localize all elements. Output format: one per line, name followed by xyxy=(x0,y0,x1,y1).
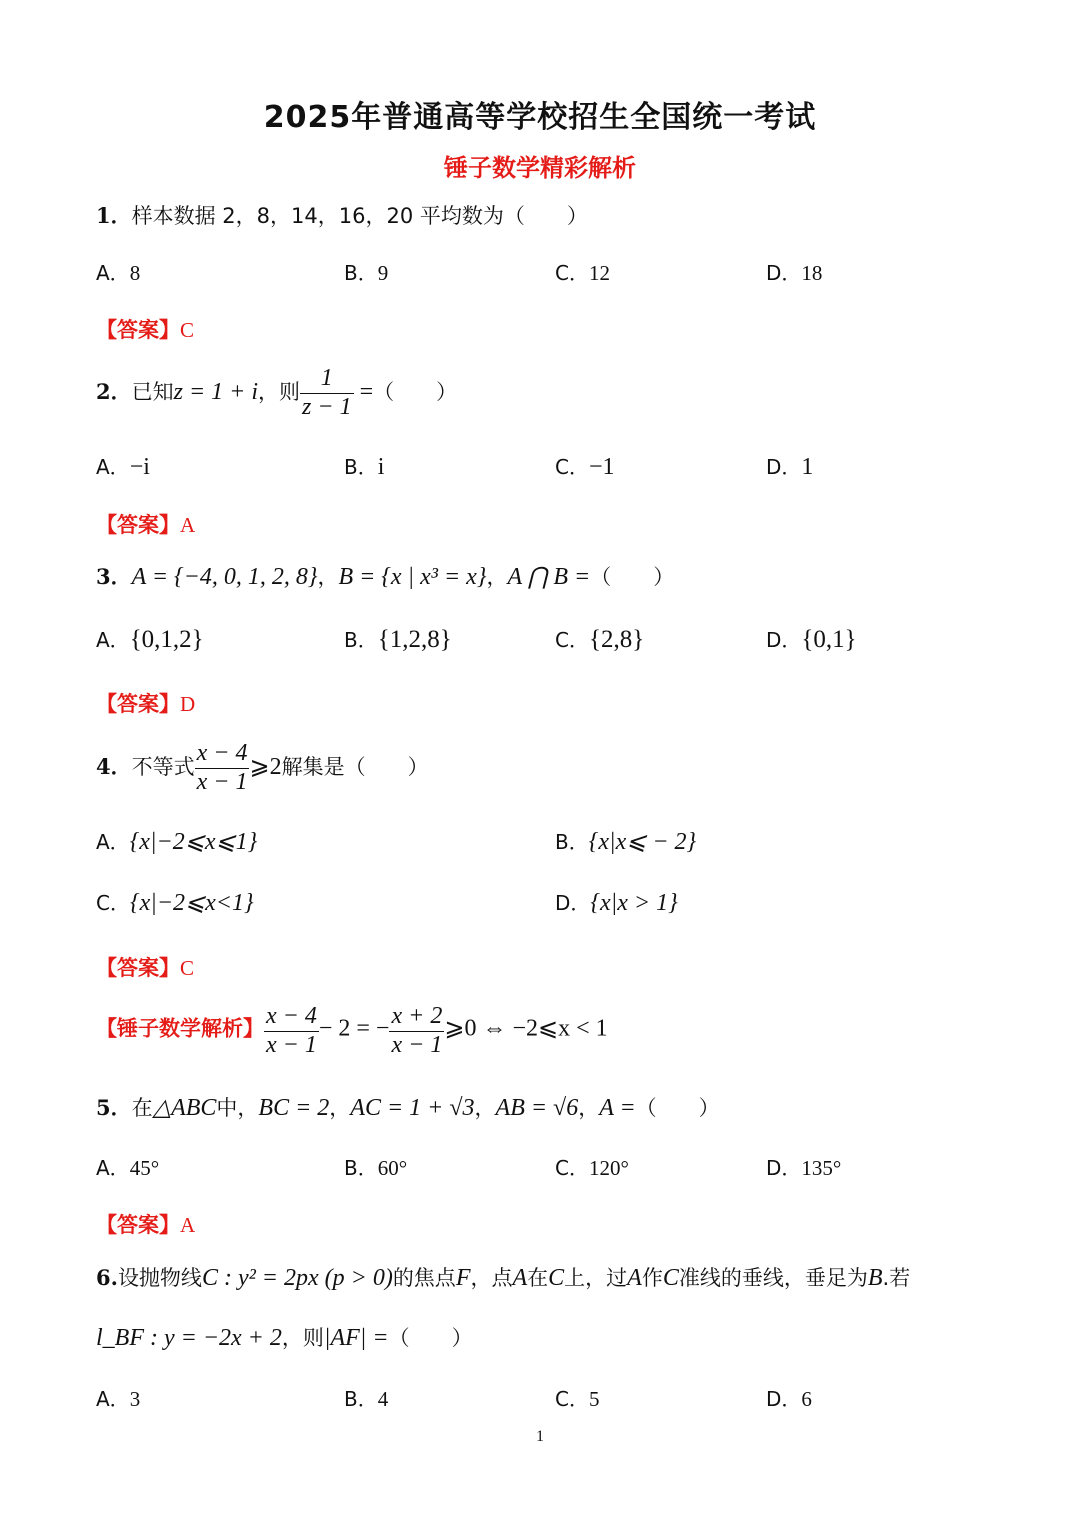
question-6-line-2 xyxy=(96,1322,473,1352)
math-symbol: A xyxy=(627,1265,642,1291)
math-expression: − 2 = − xyxy=(318,1015,390,1042)
option-a: A．−i xyxy=(96,454,150,480)
math-expression: BC = 2 xyxy=(258,1095,330,1121)
question-text: ，则 xyxy=(281,1326,324,1350)
answer-1: 【答案】C xyxy=(96,318,195,342)
answer-blank: （ ） xyxy=(373,380,458,405)
page-subtitle: 锤子数学精彩解析 xyxy=(444,154,636,182)
question-4 xyxy=(96,740,429,796)
math-expression: ⩾2 xyxy=(249,754,282,781)
math-symbol: C xyxy=(548,1265,565,1291)
question-1 xyxy=(96,200,588,230)
option-b: B．{x|x⩽ − 2} xyxy=(555,829,697,855)
question-number: 6. xyxy=(96,1265,118,1290)
option-d: D．{x|x > 1} xyxy=(555,890,678,916)
option-c: C．5 xyxy=(555,1387,600,1411)
math-symbol: C xyxy=(662,1265,679,1291)
math-expression: C : y² = 2px (p > 0) xyxy=(201,1265,393,1291)
fraction: $\frac{x - 4}{x - 1}$ xyxy=(196,740,248,795)
answer-5: 【答案】A xyxy=(96,1213,196,1237)
math-expression: ⩾0 ⇔ −2⩽x < 1 xyxy=(444,1015,608,1042)
question-text: ，则 xyxy=(258,380,301,405)
question-text: 的焦点 xyxy=(392,1266,456,1290)
question-number: 1． xyxy=(96,203,132,228)
question-number: 3． xyxy=(96,564,132,589)
question-text: 上，过 xyxy=(564,1266,628,1290)
fraction: $\frac{x + 2}{x - 1}$ xyxy=(391,1003,443,1058)
option-d: D．{0,1} xyxy=(766,626,857,653)
question-text: 已知 xyxy=(131,380,174,405)
option-a: A．3 xyxy=(96,1387,141,1411)
math-expression: A = xyxy=(599,1095,636,1121)
option-b: B．60° xyxy=(344,1156,408,1180)
question-2 xyxy=(96,365,457,421)
question-5: 5．在△ABC中，BC = 2，AC = 1 + √3，AB = √6，A =（ ） xyxy=(96,1095,720,1121)
page-number: 1 xyxy=(536,1428,544,1445)
math-symbol: A xyxy=(512,1265,528,1291)
option-c: C．12 xyxy=(555,261,610,285)
answer-2: 【答案】A xyxy=(96,513,196,537)
fraction: $\frac{1}{z - 1}$ xyxy=(302,365,352,420)
math-expression: A = {−4, 0, 1, 2, 8} xyxy=(131,564,318,590)
option-b: B．4 xyxy=(344,1387,389,1411)
question-text: ，点 xyxy=(470,1266,513,1290)
option-d: D．1 xyxy=(766,454,814,480)
option-a: A．{x|−2⩽x⩽1} xyxy=(96,829,258,855)
answer-blank: （ ） xyxy=(590,565,675,589)
answer-4: 【答案】C xyxy=(96,956,195,980)
question-6-line-1 xyxy=(96,1262,910,1292)
question-number: 4． xyxy=(96,754,132,780)
option-b: B．{1,2,8} xyxy=(344,626,452,653)
option-b: B．i xyxy=(344,454,385,480)
question-3: 3．A = {−4, 0, 1, 2, 8}，B = {x | x³ = x}，A ⋂ B =（ ） xyxy=(96,564,675,590)
option-a: A．8 xyxy=(96,261,141,285)
option-c: C．{2,8} xyxy=(555,626,645,653)
math-symbol: F xyxy=(455,1265,471,1291)
answer-blank: （ ） xyxy=(344,755,429,780)
math-expression: AB = √6 xyxy=(495,1095,579,1121)
math-expression: △ABC xyxy=(152,1095,217,1121)
option-b: B．9 xyxy=(344,261,389,285)
question-text: 中， xyxy=(216,1096,259,1120)
question-text: 在 xyxy=(131,1096,153,1120)
option-d: D．135° xyxy=(766,1156,842,1180)
option-d: D．6 xyxy=(766,1387,812,1411)
option-c: C．−1 xyxy=(555,454,615,480)
math-expression: B = {x | x³ = x} xyxy=(338,564,487,590)
answer-3: 【答案】D xyxy=(96,692,196,716)
option-c: C．{x|−2⩽x<1} xyxy=(96,890,254,916)
math-symbol: B xyxy=(867,1265,883,1291)
math-expression: z = 1 + i xyxy=(173,379,259,406)
math-expression: AC = 1 + √3 xyxy=(350,1095,475,1121)
question-number: 2． xyxy=(96,379,132,405)
analysis-label: 【锤子数学解析】 xyxy=(96,1016,264,1041)
question-number: 5． xyxy=(96,1095,132,1120)
analysis-4 xyxy=(96,1003,608,1059)
answer-blank: （ ） xyxy=(635,1096,720,1120)
option-c: C．120° xyxy=(555,1156,629,1180)
math-expression: = xyxy=(353,379,374,406)
fraction: $\frac{x - 4}{x - 1}$ xyxy=(266,1003,317,1058)
question-text: 作 xyxy=(641,1266,663,1290)
math-expression: A ⋂ B = xyxy=(507,564,591,590)
option-a: A．45° xyxy=(96,1156,160,1180)
question-text: 设抛物线 xyxy=(117,1266,202,1290)
question-text: 不等式 xyxy=(131,755,195,780)
question-text: 准线的垂线，垂足为 xyxy=(678,1266,868,1290)
option-d: D．18 xyxy=(766,261,823,285)
math-expression: |AF| = xyxy=(323,1325,389,1351)
question-text: 样本数据 2，8，14，16，20 平均数为 xyxy=(131,204,504,228)
question-text: .若 xyxy=(882,1266,911,1290)
question-text: 在 xyxy=(527,1266,549,1290)
page-title: 2025年普通高等学校招生全国统一考试 xyxy=(263,100,817,135)
option-a: A．{0,1,2} xyxy=(96,626,204,653)
question-text: 解集是 xyxy=(281,755,345,780)
answer-blank: （ ） xyxy=(388,1326,473,1350)
answer-blank: （ ） xyxy=(503,204,588,228)
math-expression: l_BF : y = −2x + 2 xyxy=(96,1325,282,1351)
